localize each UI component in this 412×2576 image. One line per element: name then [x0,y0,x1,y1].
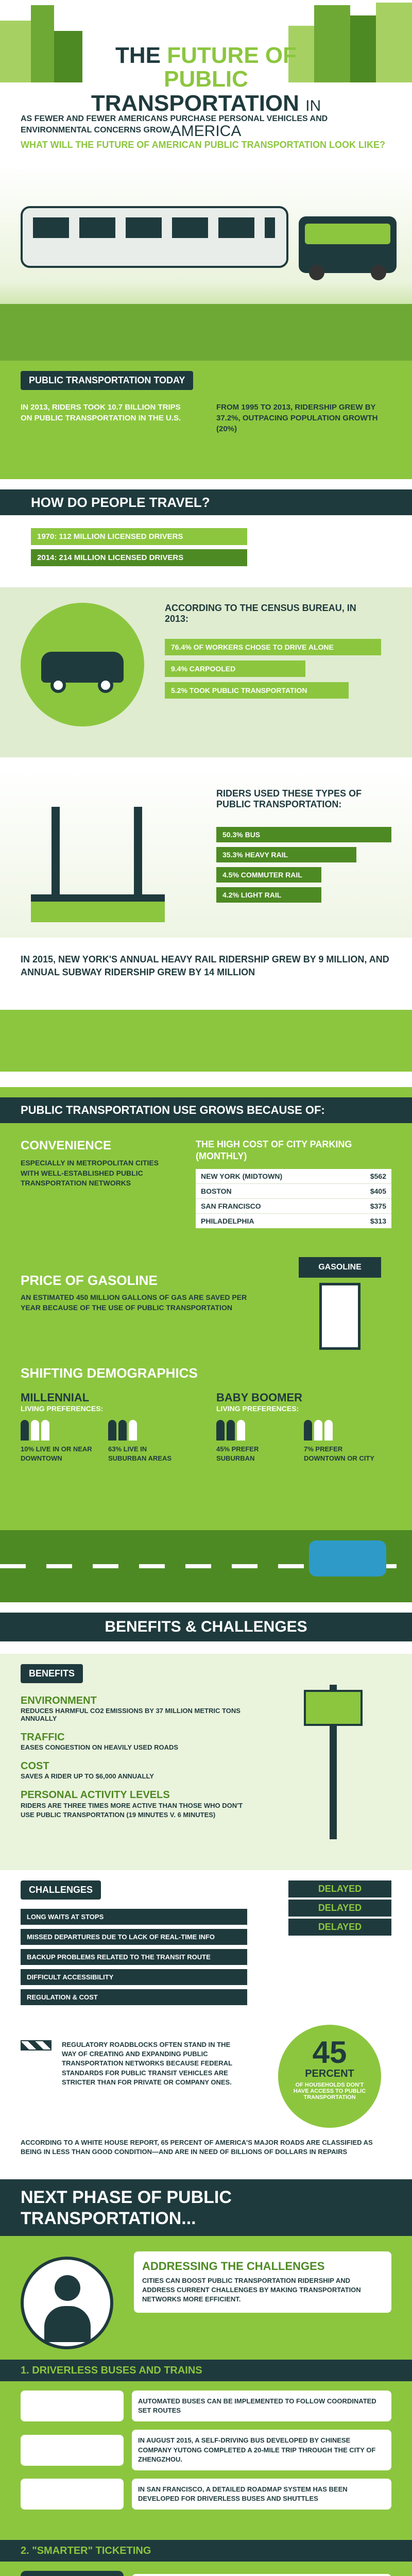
bus-stop-illustration [288,1685,381,1839]
drivers-label: 112 MILLION LICENSED DRIVERS [59,532,183,541]
map-icon [21,2435,124,2466]
millennial-stat [21,1420,98,1463]
parking-row [196,1214,391,1228]
boomer-stat [216,1420,294,1463]
intro-block [21,113,391,151]
benefits-section [0,1602,412,2138]
millennial-stat-text: 63% LIVE IN SUBURBAN AREAS [108,1445,172,1462]
benefit-item [21,1760,258,1780]
census-item: 76.4% OF WORKERS CHOSE TO DRIVE ALONE [165,639,381,655]
benefit-text: EASES CONGESTION ON HEAVILY USED ROADS [21,1743,179,1751]
person-circle-icon [21,2257,113,2349]
today-left-text: IN 2013, RIDERS TOOK 10.7 BILLION TRIPS ON PUBLIC TRANSPORTATION IN THE U.S. [21,403,181,422]
parking-table [196,1169,391,1228]
intro-question: WHAT WILL THE FUTURE OF AMERICAN PUBLIC TRANSPORTATION LOOK LIKE? [21,140,385,150]
parking-row [196,1199,391,1214]
travel-section [0,479,412,1087]
gas-station-illustration [299,1257,381,1350]
grows-title: PUBLIC TRANSPORTATION USE GROWS BECAUSE OF: [0,1097,412,1123]
benefit-title: COST [21,1760,49,1772]
bus-icon [21,2391,124,2421]
addressing-text: CITIES CAN BOOST PUBLIC TRANSPORTATION RIDERSHIP AND ADDRESS CURRENT CHALLENGES BY MAKING TRANSPORTATION NETWORKS MORE EFFICIENT. [142,2277,361,2303]
driverless-text: IN AUGUST 2015, A SELF-DRIVING BUS DEVELOPED BY CHINESE COMPANY YUTONG COMPLETED A 20-MILE TRIP THROUGH THE CITY OF ZHENGZHOU. [132,2430,391,2470]
riders-item: 35.3% HEAVY RAIL [216,847,356,862]
today-title: PUBLIC TRANSPORTATION TODAY [21,371,193,390]
benefit-text: RIDERS ARE THREE TIMES MORE ACTIVE THAN THOSE WHO DON'T USE PUBLIC TRANSPORTATION (19 MINUTES V. 6 MINUTES) [21,1802,243,1819]
title-transportation: TRANSPORTATION [91,91,299,116]
delayed-label: DELAYED [288,1880,391,1897]
parking-cost: $313 [370,1216,386,1225]
benefit-text: SAVES A RIDER UP TO $6,000 ANNUALLY [21,1772,154,1780]
gas-block [21,1273,268,1313]
driverless-text: AUTOMATED BUSES CAN BE IMPLEMENTED TO FOLLOW COORDINATED SET ROUTES [132,2391,391,2421]
parking-city: NEW YORK (MIDTOWN) [201,1172,283,1180]
gas-title: PRICE OF GASOLINE [21,1273,158,1288]
millennial-block [21,1391,196,1463]
convenience-block [21,1139,175,1189]
convenience-title: CONVENIENCE [21,1139,112,1153]
riders-item: 4.5% COMMUTER RAIL [216,867,321,883]
challenge-item: BACKUP PROBLEMS RELATED TO THE TRANSIT ROUTE [21,1949,247,1965]
delayed-label: DELAYED [288,1919,391,1936]
card-item [21,2571,391,2576]
census-item: 5.2% TOOK PUBLIC TRANSPORTATION [165,682,349,699]
census-panel [0,587,412,757]
title-highlight: FUTURE OF PUBLIC [164,43,297,92]
census-list [165,639,381,699]
riders-title: RIDERS USED THESE TYPES OF PUBLIC TRANSPORTATION: [216,788,362,809]
benefit-title: TRAFFIC [21,1732,65,1743]
next-title: NEXT PHASE OF PUBLIC TRANSPORTATION... [21,2188,232,2228]
delayed-label: DELAYED [288,1900,391,1917]
benefit-item [21,1732,258,1751]
driverless-list [21,2391,391,2510]
title-in-america: IN AMERICA [170,97,321,140]
benefit-item [21,1695,258,1722]
convenience-text: ESPECIALLY IN METROPOLITAN CITIES WITH WELL-ESTABLISHED PUBLIC TRANSPORTATION NETWORKS [21,1159,159,1188]
benefits-panel [0,1654,412,1870]
boomer-sub: LIVING PREFERENCES: [216,1404,299,1413]
riders-item: 4.2% LIGHT RAIL [216,887,321,903]
drivers-label: 214 MILLION LICENSED DRIVERS [59,553,184,562]
census-item: 9.4% CARPOOLED [165,660,305,677]
benefit-item [21,1789,258,1820]
boomer-title: BABY BOOMER [216,1391,303,1404]
driverless-text: IN SAN FRANCISCO, A DETAILED ROADMAP SYSTEM HAS BEEN DEVELOPED FOR DRIVERLESS BUSES AND SHUTTLES [132,2479,391,2510]
parking-city: BOSTON [201,1187,232,1195]
gas-pump-icon [319,1283,360,1350]
today-right-text: FROM 1995 TO 2013, RIDERSHIP GREW BY 37.2%, OUTPACING POPULATION GROWTH (20%) [216,403,378,433]
car-circle-icon [21,603,144,726]
riders-panel [0,768,412,938]
driverless-item [21,2479,391,2510]
roadblock-icon [21,2040,52,2087]
parking-cost: $562 [370,1172,386,1180]
parking-cost: $405 [370,1187,386,1195]
card-text [132,2574,391,2576]
demo-title: SHIFTING DEMOGRAPHICS [21,1365,198,1381]
regulatory-text: REGULATORY ROADBLOCKS OFTEN STAND IN THE WAY OF CREATING AND EXPANDING PUBLIC TRANSPORTATION NETWORKS BECAUSE FEDERAL STANDARDS FOR PUBLIC TRANSIT VEHICLES ARE STRICTER THAN FOR PRIVATE OR COMPANY ONES. [62,2041,232,2086]
riders-list [216,827,391,903]
header-section [0,0,412,361]
addressing-box [134,2251,391,2313]
parking-row [196,1184,391,1199]
boomer-stat [304,1420,381,1463]
road-strip [0,1530,412,1602]
benefit-title: PERSONAL ACTIVITY LEVELS [21,1789,170,1801]
benefit-title: ENVIRONMENT [21,1695,97,1706]
driverless-item [21,2430,391,2470]
delayed-board [288,1880,391,1936]
addressing-title: ADDRESSING THE CHALLENGES [142,2260,325,2273]
challenges-pill: CHALLENGES [21,1880,101,1900]
driverless-item [21,2391,391,2421]
parking-cost: $375 [370,1201,386,1210]
route-icon [21,2479,124,2510]
benefits-list [21,1695,258,1820]
millennial-stats [21,1420,196,1463]
gas-text: AN ESTIMATED 450 MILLION GALLONS OF GAS ARE SAVED PER YEAR BECAUSE OF THE USE OF PUBLIC TRANSPORTATION [21,1293,247,1312]
train-icon [21,206,288,268]
percent-text: OF HOUSEHOLDS DON'T HAVE ACCESS TO PUBLIC TRANSPORTATION [293,2082,366,2100]
benefits-pill: BENEFITS [21,1664,83,1683]
benefits-title: BENEFITS & CHALLENGES [0,1613,412,1641]
drivers-year: 2014 [37,553,55,562]
parking-title: THE HIGH COST OF CITY PARKING (MONTHLY) [196,1139,352,1162]
census-title: ACCORDING TO THE CENSUS BUREAU, IN 2013: [165,603,356,624]
benefit-text: REDUCES HARMFUL CO2 EMISSIONS BY 37 MILLION METRIC TONS ANNUALLY [21,1707,241,1722]
whitehouse-section [0,2138,412,2179]
riders-item: 50.3% BUS [216,827,391,842]
millennial-stat-text: 10% LIVE IN OR NEAR DOWNTOWN [21,1445,92,1462]
driverless-title: 1. DRIVERLESS BUSES AND TRAINS [0,2360,412,2381]
parking-block [196,1139,391,1228]
millennial-sub: LIVING PREFERENCES: [21,1404,104,1413]
bus-icon [299,216,397,273]
parking-city: PHILADELPHIA [201,1216,254,1225]
transit-scene [0,165,412,361]
challenge-item: DIFFICULT ACCESSIBILITY [21,1969,247,1985]
ny-text: IN 2015, NEW YORK'S ANNUAL HEAVY RAIL RIDERSHIP GREW BY 9 MILLION, AND ANNUAL SUBWAY RIDERSHIP GREW BY 14 MILLION [21,954,389,978]
boomer-block [216,1391,391,1463]
drivers-list [31,528,247,566]
title-the: THE [115,43,161,68]
challenge-item: LONG WAITS AT STOPS [21,1909,247,1925]
challenge-item: MISSED DEPARTURES DUE TO LACK OF REAL-TIME INFO [21,1929,247,1945]
smarter-title: 2. "SMARTER" TICKETING [0,2540,412,2562]
cards-list [21,2571,391,2576]
boomer-stat-text: 7% PREFER DOWNTOWN OR CITY [304,1445,374,1462]
parking-city: SAN FRANCISCO [201,1201,261,1210]
gasoline-sign: GASOLINE [299,1257,381,1278]
ground-strip [0,1010,412,1072]
parking-row [196,1169,391,1184]
card-label [21,2571,124,2576]
today-section [0,361,412,479]
intro-text: AS FEWER AND FEWER AMERICANS PURCHASE PERSONAL VEHICLES AND ENVIRONMENTAL CONCERNS GROW, [21,114,328,134]
millennial-stat [108,1420,185,1463]
whitehouse-text: ACCORDING TO A WHITE HOUSE REPORT, 65 PERCENT OF AMERICA'S MAJOR ROADS ARE CLASSIFIED AS BEING IN LESS THAN GOOD CONDITION—AND ARE IN NEED OF BILLIONS OF DOLLARS IN REPAIRS [21,2139,373,2156]
next-header [0,2179,412,2236]
boomer-stats [216,1420,391,1463]
boomer-stat-text: 45% PREFER SUBURBAN [216,1445,259,1462]
challenge-item: REGULATION & COST [21,1989,247,2005]
next-section [0,2179,412,2576]
drivers-row-1970: 1970: 112 MILLION LICENSED DRIVERS [31,528,247,545]
percent-circle [278,2025,381,2128]
bridge-illustration [31,788,165,922]
percent-sign: PERCENT [305,2068,354,2079]
drivers-row-2014: 2014: 214 MILLION LICENSED DRIVERS [31,549,247,566]
percent-big: 45 [312,2035,347,2070]
challenges-list [21,1909,247,2005]
car-icon [309,1540,386,1577]
millennial-title: MILLENNIAL [21,1391,90,1404]
travel-title: HOW DO PEOPLE TRAVEL? [0,489,412,515]
drivers-year: 1970 [37,532,55,541]
grows-section [0,1087,412,1602]
